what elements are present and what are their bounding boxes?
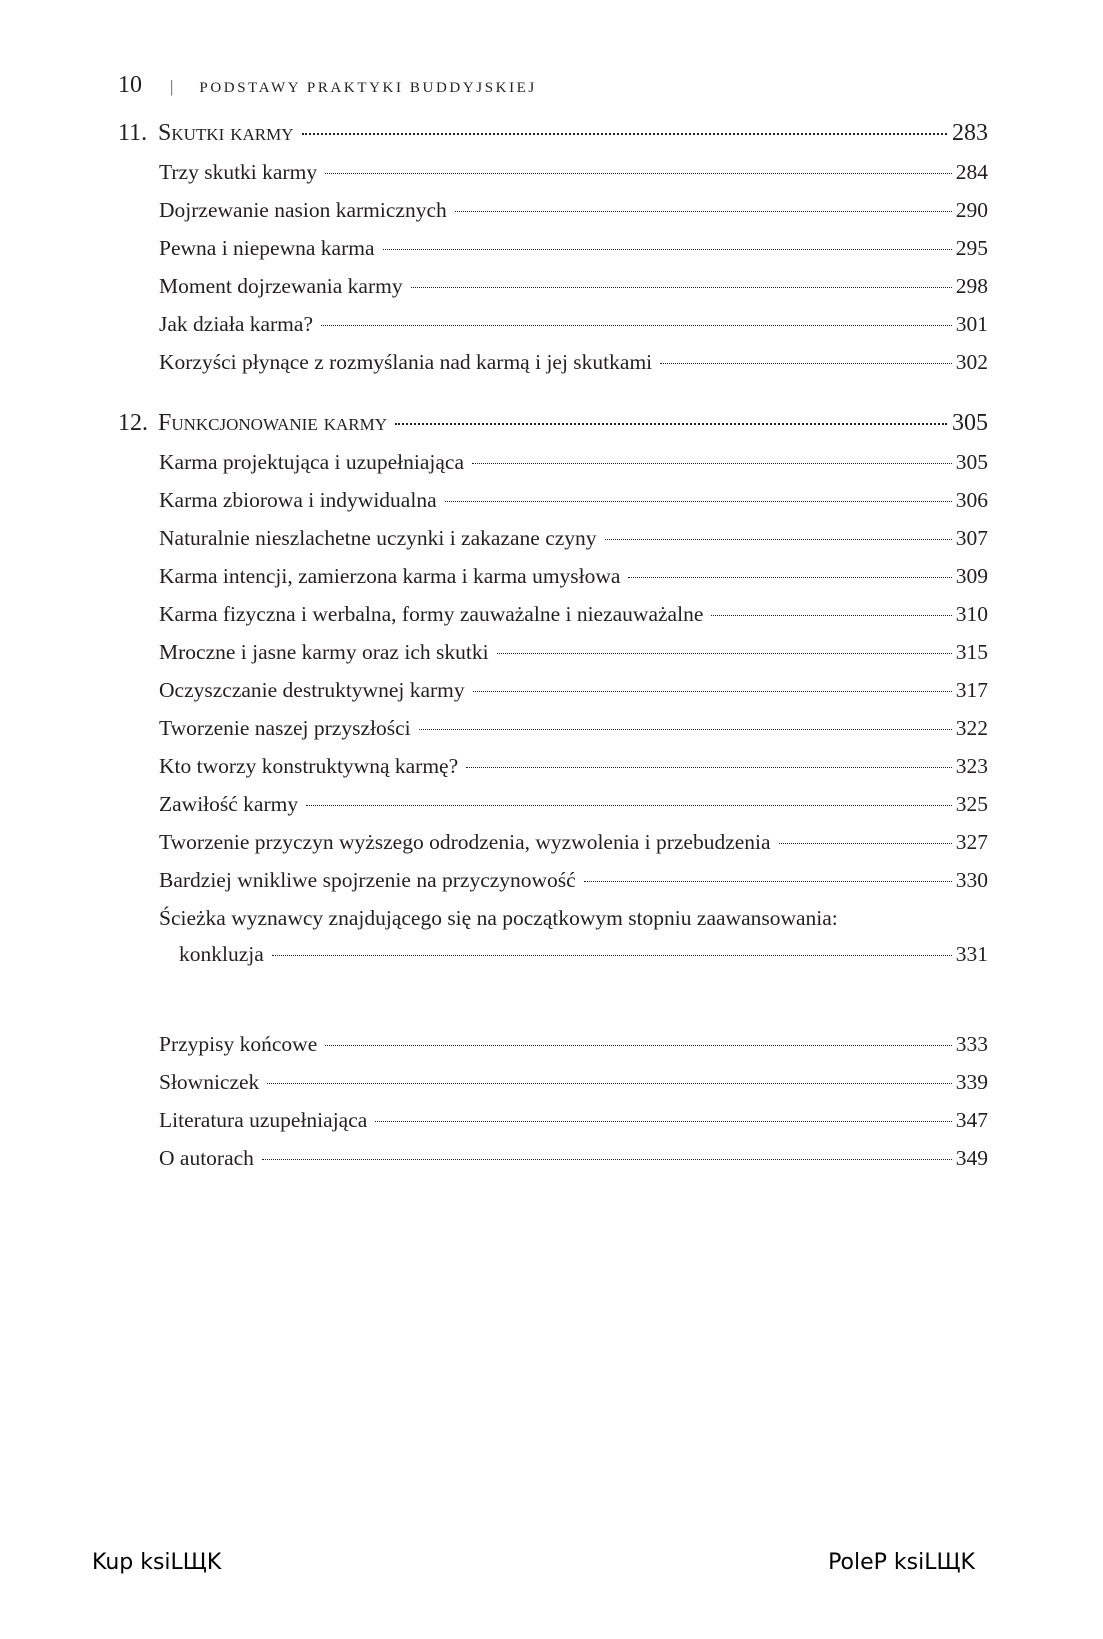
dot-leader — [395, 423, 947, 425]
entry-title: Tworzenie przyczyn wyższego odrodzenia, wyzwolenia i przebudzenia — [159, 830, 771, 854]
entry-title: Zawiłość karmy — [159, 792, 299, 816]
dot-leader — [779, 843, 952, 844]
chapter-page: 283 — [952, 120, 988, 146]
entry-page: 322 — [955, 716, 988, 740]
toc-entry[interactable] — [118, 792, 988, 830]
book-title: PODSTAWY PRAKTYKI BUDDYJSKIEJ — [199, 80, 537, 96]
entry-page: 305 — [955, 450, 988, 474]
entry-page: 327 — [955, 830, 988, 854]
dot-leader — [302, 133, 947, 135]
entry-title: Jak działa karma? — [159, 312, 313, 336]
toc-entry[interactable] — [118, 450, 988, 488]
entry-title-line2: konkluzja — [179, 942, 264, 966]
entry-page: 317 — [955, 678, 988, 702]
entry-page: 284 — [955, 160, 988, 184]
header-separator: | — [170, 77, 174, 96]
chapter-number: 11. — [118, 120, 148, 146]
dot-leader — [419, 729, 952, 730]
toc-entry[interactable] — [118, 564, 988, 602]
toc-entry[interactable] — [118, 274, 988, 312]
toc-entry[interactable] — [118, 526, 988, 564]
entry-title: Tworzenie naszej przyszłości — [159, 716, 411, 740]
entry-title: Naturalnie nieszlachetne uczynki i zakazane czyny — [159, 526, 597, 550]
table-of-contents — [118, 120, 988, 1184]
entry-page: 306 — [955, 488, 988, 512]
toc-entry-wrapped[interactable] — [118, 906, 988, 980]
entry-title: Karma zbiorowa i indywidualna — [159, 488, 437, 512]
entry-title: Karma projektująca i uzupełniająca — [159, 450, 465, 474]
dot-leader — [455, 211, 952, 212]
chapter-11-heading[interactable] — [118, 120, 988, 160]
entry-page: 325 — [955, 792, 988, 816]
dot-leader — [472, 463, 952, 464]
entry-title: Korzyści płynące z rozmyślania nad karmą i jej skutkami — [159, 350, 653, 374]
entry-page: 295 — [955, 236, 988, 260]
dot-leader — [325, 1045, 952, 1046]
backmatter-entry[interactable] — [118, 1146, 988, 1184]
chapter-number: 12. — [118, 410, 148, 436]
entry-page: 298 — [955, 274, 988, 298]
section-spacer — [118, 388, 988, 410]
dot-leader — [466, 767, 952, 768]
entry-title: Słowniczek — [159, 1070, 260, 1094]
chapter-title: Funkcjonowanie karmy — [158, 410, 388, 436]
dot-leader — [584, 881, 952, 882]
toc-entry[interactable] — [118, 488, 988, 526]
toc-entry[interactable] — [118, 716, 988, 754]
toc-entry[interactable] — [118, 236, 988, 274]
entry-page: 307 — [955, 526, 988, 550]
dot-leader — [325, 173, 952, 174]
entry-page: 302 — [955, 350, 988, 374]
dot-leader — [628, 577, 951, 578]
toc-entry[interactable] — [118, 602, 988, 640]
entry-page: 347 — [955, 1108, 988, 1132]
backmatter-entry[interactable] — [118, 1108, 988, 1146]
entry-page: 331 — [955, 942, 988, 966]
entry-title: Mroczne i jasne karmy oraz ich skutki — [159, 640, 489, 664]
chapter-12-heading[interactable] — [118, 410, 988, 450]
backmatter-entry[interactable] — [118, 1032, 988, 1070]
entry-page: 315 — [955, 640, 988, 664]
dot-leader — [473, 691, 952, 692]
entry-title: O autorach — [159, 1146, 254, 1170]
dot-leader — [321, 325, 952, 326]
entry-title: Trzy skutki karmy — [159, 160, 318, 184]
entry-title-line1: Ścieżka wyznawcy znajdującego się na początkowym stopniu zaawansowania: — [159, 906, 838, 930]
running-header — [118, 72, 537, 99]
dot-leader — [267, 1083, 951, 1084]
entry-title: Literatura uzupełniająca — [159, 1108, 368, 1132]
toc-entry[interactable] — [118, 640, 988, 678]
chapter-page: 305 — [952, 410, 988, 436]
section-spacer — [118, 980, 988, 1032]
page-number: 10 — [118, 72, 142, 98]
toc-entry[interactable] — [118, 678, 988, 716]
entry-title: Karma fizyczna i werbalna, formy zauważalne i niezauważalne — [159, 602, 704, 626]
dot-leader — [262, 1159, 952, 1160]
dot-leader — [445, 501, 952, 502]
entry-title: Moment dojrzewania karmy — [159, 274, 403, 298]
toc-entry[interactable] — [118, 160, 988, 198]
dot-leader — [605, 539, 952, 540]
backmatter-entry[interactable] — [118, 1070, 988, 1108]
entry-page: 349 — [955, 1146, 988, 1170]
entry-page: 339 — [955, 1070, 988, 1094]
toc-entry[interactable] — [118, 754, 988, 792]
dot-leader — [272, 955, 952, 956]
entry-page: 323 — [955, 754, 988, 778]
entry-page: 333 — [955, 1032, 988, 1056]
dot-leader — [497, 653, 952, 654]
dot-leader — [711, 615, 951, 616]
dot-leader — [375, 1121, 951, 1122]
toc-entry[interactable] — [118, 312, 988, 350]
entry-title: Kto tworzy konstruktywną karmę? — [159, 754, 459, 778]
entry-title: Pewna i niepewna karma — [159, 236, 375, 260]
dot-leader — [306, 805, 952, 806]
entry-title: Przypisy końcowe — [159, 1032, 318, 1056]
dot-leader — [383, 249, 952, 250]
entry-title: Bardziej wnikliwe spojrzenie na przyczynowość — [159, 868, 576, 892]
toc-entry[interactable] — [118, 830, 988, 868]
entry-page: 290 — [955, 198, 988, 222]
entry-title: Oczyszczanie destruktywnej karmy — [159, 678, 465, 702]
entry-title: Karma intencji, zamierzona karma i karma umysłowa — [159, 564, 621, 588]
recommend-book-link[interactable]: PoleP ksiLЩK — [828, 1550, 975, 1575]
entry-page: 310 — [955, 602, 988, 626]
chapter-title: Skutki karmy — [158, 120, 294, 146]
toc-entry[interactable] — [118, 868, 988, 906]
entry-page: 301 — [955, 312, 988, 336]
entry-page: 309 — [955, 564, 988, 588]
entry-title: Dojrzewanie nasion karmicznych — [159, 198, 447, 222]
toc-entry[interactable] — [118, 350, 988, 388]
buy-book-link[interactable]: Kup ksiLЩK — [92, 1550, 222, 1575]
toc-entry[interactable] — [118, 198, 988, 236]
dot-leader — [660, 363, 952, 364]
dot-leader — [411, 287, 952, 288]
entry-page: 330 — [955, 868, 988, 892]
